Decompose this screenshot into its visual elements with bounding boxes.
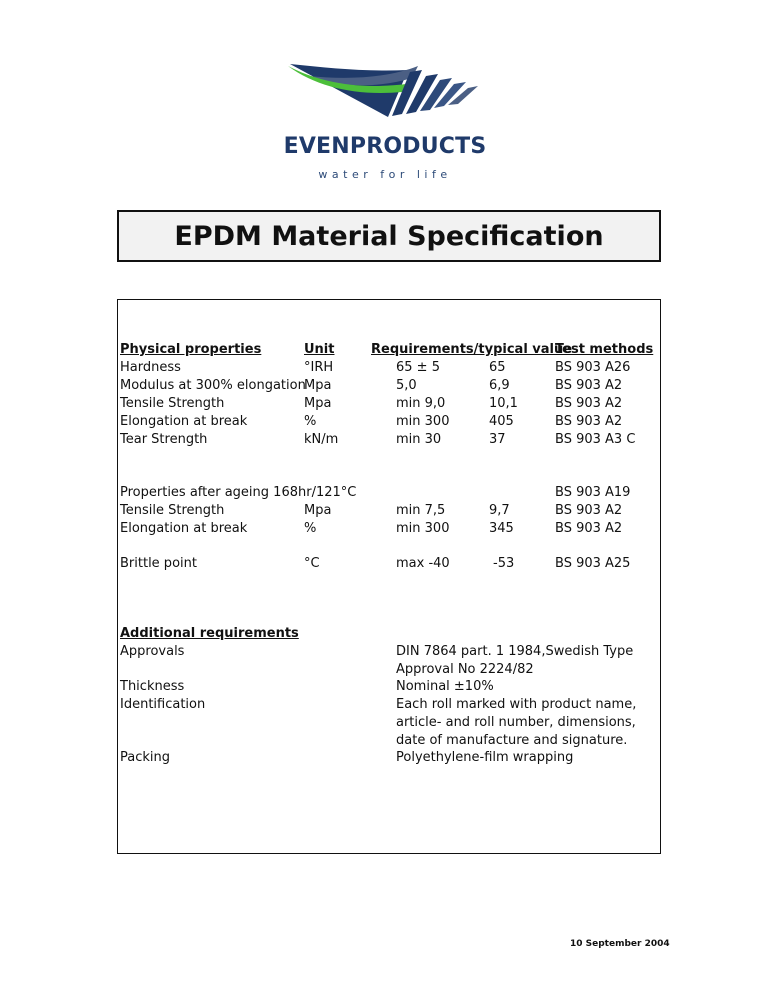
unit-cell: % <box>304 414 317 429</box>
typical-cell: 65 <box>489 360 506 375</box>
title-box <box>117 210 661 262</box>
table-row <box>120 502 660 520</box>
requirement-cell: 65 ± 5 <box>396 360 440 375</box>
typical-cell: 9,7 <box>489 503 510 518</box>
typical-cell: 37 <box>489 432 506 447</box>
packing-value: Polyethylene-film wrapping <box>396 750 574 765</box>
property-cell: Brittle point <box>120 556 197 571</box>
method-cell: BS 903 A26 <box>555 360 631 375</box>
typical-cell: -53 <box>493 556 515 571</box>
footer-date: 10 September 2004 <box>570 939 670 949</box>
thickness-label: Thickness <box>120 679 185 694</box>
method-cell: BS 903 A2 <box>555 521 623 536</box>
thickness-value: Nominal ±10% <box>396 679 494 694</box>
requirement-cell: min 9,0 <box>396 396 446 411</box>
property-cell: Tensile Strength <box>120 503 225 518</box>
list-item <box>120 678 660 696</box>
page-title: EPDM Material Specification <box>174 220 604 252</box>
typical-cell: 6,9 <box>489 378 510 393</box>
identification-value: article- and roll number, dimensions, <box>396 715 636 730</box>
approvals-value: DIN 7864 part. 1 1984,Swedish Type <box>396 644 634 659</box>
table-row <box>120 413 660 431</box>
requirement-cell: min 300 <box>396 521 450 536</box>
ageing-heading: Properties after ageing 168hr/121°C <box>120 485 357 500</box>
ageing-heading-row <box>120 484 660 502</box>
identification-value: Each roll marked with product name, <box>396 697 637 712</box>
identification-label: Identification <box>120 697 206 712</box>
additional-heading-row <box>120 625 660 643</box>
requirement-cell: 5,0 <box>396 378 417 393</box>
list-item <box>120 714 660 732</box>
unit-cell: Mpa <box>304 503 332 518</box>
header-unit: Unit <box>304 342 335 357</box>
method-cell: BS 903 A2 <box>555 414 623 429</box>
brand-tagline: water for life <box>318 168 452 181</box>
requirement-cell: min 30 <box>396 432 442 447</box>
property-cell: Elongation at break <box>120 414 248 429</box>
identification-value: date of manufacture and signature. <box>396 733 628 748</box>
method-cell: BS 903 A19 <box>555 485 631 500</box>
property-cell: Tensile Strength <box>120 396 225 411</box>
requirement-cell: min 300 <box>396 414 450 429</box>
table-row <box>120 555 660 573</box>
method-cell: BS 903 A3 C <box>555 432 636 447</box>
header-physical-properties: Physical properties <box>120 342 262 357</box>
list-item <box>120 732 660 750</box>
logo-mark-icon <box>288 62 478 124</box>
header-requirements: Requirements/typical value <box>371 342 573 357</box>
packing-label: Packing <box>120 750 171 765</box>
unit-cell: kN/m <box>304 432 339 447</box>
header-test-methods: Test methods <box>555 342 654 357</box>
table-row <box>120 395 660 413</box>
typical-cell: 10,1 <box>489 396 518 411</box>
method-cell: BS 903 A2 <box>555 503 623 518</box>
property-cell: Elongation at break <box>120 521 248 536</box>
list-item <box>120 643 660 661</box>
unit-cell: °C <box>304 556 320 571</box>
brand-name: EVENPRODUCTS <box>283 134 487 159</box>
method-cell: BS 903 A25 <box>555 556 631 571</box>
unit-cell: Mpa <box>304 396 332 411</box>
table-row <box>120 359 660 377</box>
typical-cell: 345 <box>489 521 514 536</box>
property-cell: Tear Strength <box>120 432 208 447</box>
list-item <box>120 696 660 714</box>
approvals-label: Approvals <box>120 644 185 659</box>
typical-cell: 405 <box>489 414 514 429</box>
property-cell: Modulus at 300% elongation <box>120 378 306 393</box>
unit-cell: % <box>304 521 317 536</box>
table-row <box>120 431 660 449</box>
table-row <box>120 377 660 395</box>
table-row <box>120 520 660 538</box>
additional-heading: Additional requirements <box>120 626 299 641</box>
unit-cell: Mpa <box>304 378 332 393</box>
list-item <box>120 749 660 767</box>
unit-cell: °IRH <box>304 360 334 375</box>
company-logo <box>280 62 490 187</box>
method-cell: BS 903 A2 <box>555 396 623 411</box>
approvals-value: Approval No 2224/82 <box>396 662 534 677</box>
requirement-cell: max -40 <box>396 556 450 571</box>
property-cell: Hardness <box>120 360 181 375</box>
list-item <box>120 661 660 679</box>
requirement-cell: min 7,5 <box>396 503 446 518</box>
table-header-row <box>120 341 660 359</box>
method-cell: BS 903 A2 <box>555 378 623 393</box>
